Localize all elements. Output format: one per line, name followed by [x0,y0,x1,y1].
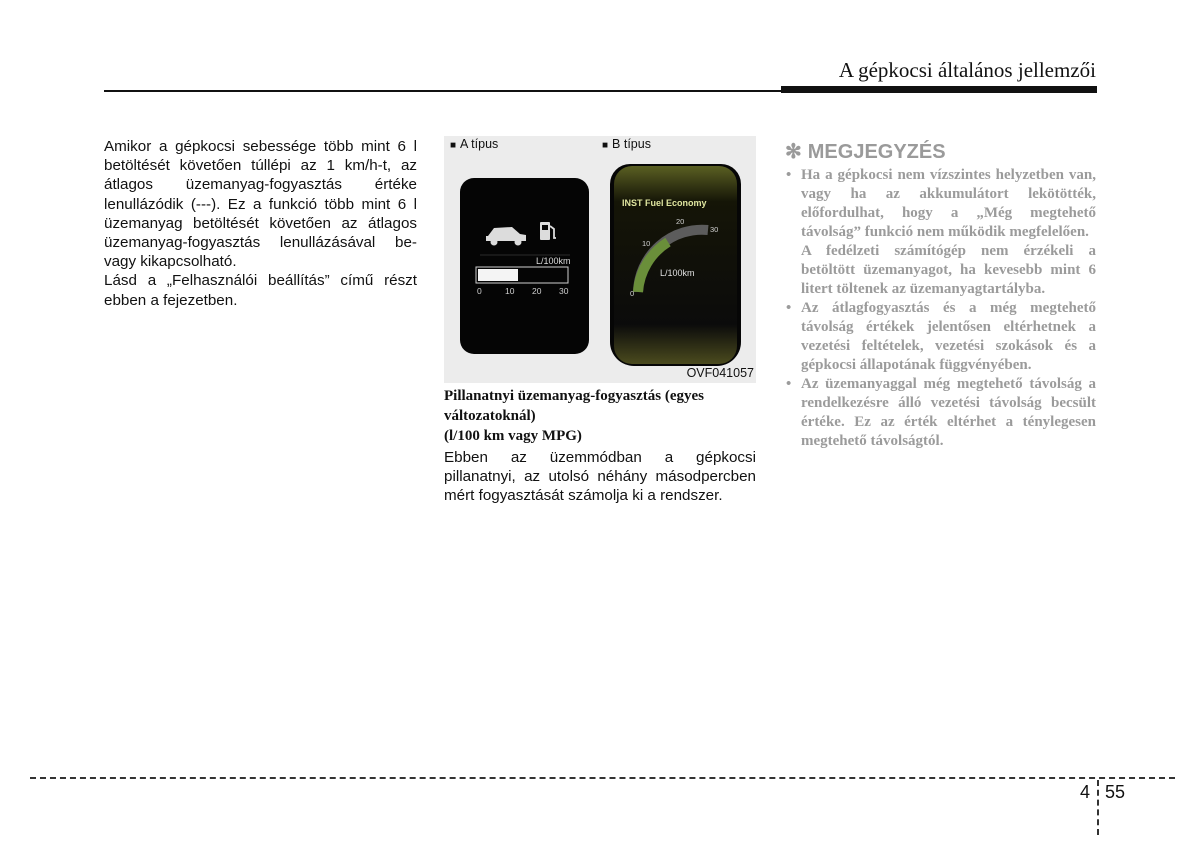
tick-label: 0 [477,286,482,296]
display-type-b [610,164,741,366]
bullet-icon: • [786,300,792,316]
left-column [104,137,417,310]
tick-label: 20 [676,217,685,226]
bullet-icon: • [786,376,792,392]
tick-label: 30 [710,225,719,234]
tick-label: 0 [630,289,635,298]
note-star-icon: ✻ [785,141,802,163]
fuel-pump-icon [540,222,556,240]
paragraph: Lásd a „Felhasználói beállítás” című részt ebben a fejezetben. [104,272,417,309]
header-title: A gépkocsi általános jellemzői [838,58,1096,82]
tick-label: 10 [642,239,651,248]
page-number: 55 [1105,782,1126,802]
middle-column-text: Ebben az üzemmódban a gépkocsi pillanatnyi, az utolsó néhány másodpercben mért fogyasztását számolja ki a rendszer. [444,449,756,505]
tick-label: 30 [559,286,569,296]
footer-rule [30,777,1175,779]
display-b-graphic [610,164,741,366]
figure-label-b: ■ B típus [602,137,651,151]
figure-code: OVF041057 [686,366,754,380]
note-item: • Ha a gépkocsi nem vízszintes helyzetben van, vagy ha az akkumulátort lekötötték, előfordulhat, hogy a „Még megtehető távolság” funkció nem működik megfelelően. [786,167,1096,240]
display-type-a [460,178,589,354]
chapter-number: 4 [1080,782,1091,802]
display-a-graphic [460,178,589,354]
fuel-economy-figure [444,136,756,383]
note-heading: ✻ MEGJEGYZÉS [785,141,946,163]
tick-label: 20 [532,286,542,296]
display-b-title: INST Fuel Economy [622,198,707,208]
caption-line: Pillanatnyi üzemanyag-fogyasztás (egyes változatoknál) [444,388,704,424]
note-item: • Az átlagfogyasztás és a még megtehető távolság értékek jelentősen eltérhetnek a vezetési feltételek, vezetési szokások és a gépkocsi állapotának függvényében. [786,300,1096,373]
note-list [785,166,1096,451]
unit-label-a: L/100km [536,256,571,266]
bullet-icon: • [786,167,792,183]
fuel-bar-fill [478,269,518,281]
tick-label: 10 [505,286,515,296]
caption-line: (l/100 km vagy MPG) [444,428,582,444]
figure-caption [444,386,756,446]
paragraph: Amikor a gépkocsi sebessége több mint 6 l betöltését követően túllépi az 1 km/h-t, az átlagos üzemanyag-fogyasztás értéke lenullázódik (---). Ez a funkció több mint 6 l üzemanyag betöltését követően az átlagos üzemanyag-fogyasztás lenullázásával be- vagy kikapcsolható. [104,138,417,271]
header-rule-accent [781,86,1097,93]
unit-label-b: L/100km [660,268,695,278]
note-subparagraph: A fedélzeti számítógép nem érzékeli a betöltött üzemanyagot, ha kevesebb mint 6 litert töltenek az üzemanyagtartályba. [801,243,1096,297]
car-icon [486,227,526,246]
footer-divider [1097,780,1099,835]
figure-label-a: ■ A típus [450,137,499,151]
note-item: • Az üzemanyaggal még megtehető távolság a rendelkezésre álló vezetési távolság becsült értéke. Ez az érték eltérhet a ténylegesen megtehető távolságtól. [786,376,1096,449]
